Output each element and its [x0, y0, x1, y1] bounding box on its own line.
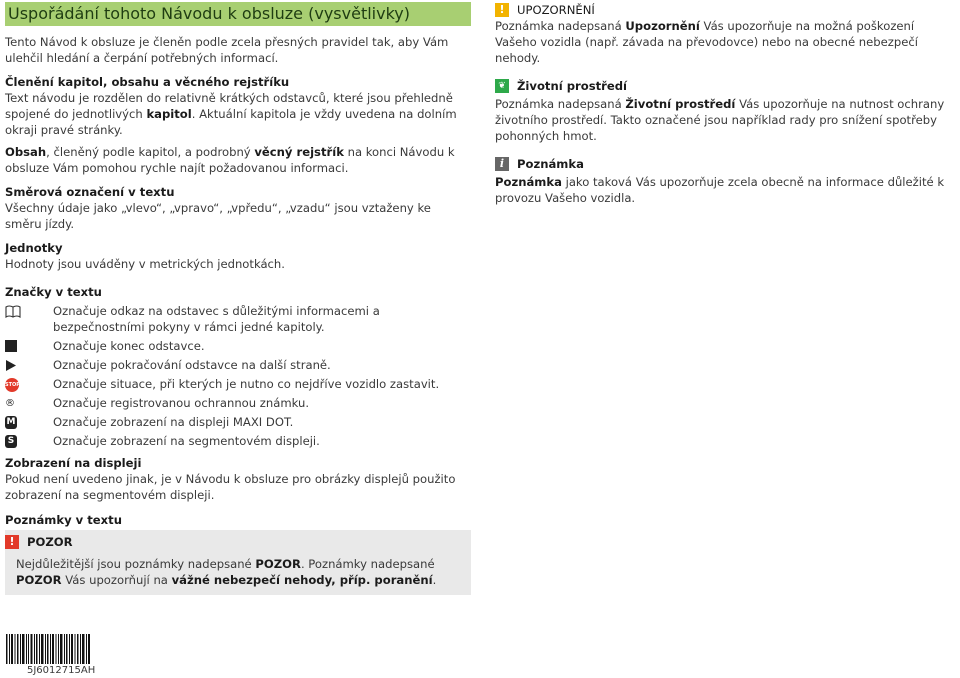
units-heading: Jednotky — [5, 241, 63, 255]
page-title: Uspořádání tohoto Návodu k obsluze (vysvětlivky) — [5, 2, 471, 26]
list-item: STOP Označuje situace, při kterých je nutno co nejdříve vozidlo zastavit. — [5, 377, 440, 391]
list-item: ® Označuje registrovanou ochrannou známku. — [5, 396, 310, 410]
units-paragraph: Hodnoty jsou uváděny v metrických jednotkách. — [5, 257, 285, 271]
display-paragraph: Pokud není uvedeno jinak, je v Návodu k obsluze pro obrázky displejů použito zobrazení na segmentovém displeji. — [5, 472, 456, 502]
notes-heading: Poznámky v textu — [5, 513, 122, 527]
display-heading: Zobrazení na displeji — [5, 456, 142, 470]
pozor-box — [5, 530, 471, 595]
signs-heading: Značky v textu — [5, 285, 102, 299]
maxi-dot-icon: M — [6, 417, 16, 427]
chapters-paragraph: Text návodu je rozdělen do relativně krátkých odstavců, které jsou přehledně spojené do jednotlivých kapitol. Aktuální kapitola je vždy uvedena na dolním okraji pravé stránky. — [5, 91, 457, 137]
list-item: S Označuje zobrazení na segmentovém displeji. — [5, 433, 471, 449]
note-title: i Poznámka — [495, 156, 957, 172]
list-item: M Označuje zobrazení na displeji MAXI DOT. — [6, 415, 294, 429]
stop-sign-icon: STOP — [5, 376, 33, 392]
environment-text: Poznámka nadepsaná Životní prostředí Vás upozorňuje na nutnost ochrany životního prostředí. Takto označené jsou například rady pro snížení spotřeby pohonných hmot. — [495, 97, 945, 143]
segment-display-icon: S — [5, 433, 33, 448]
direction-heading: Směrová označení v textu — [5, 185, 175, 199]
intro-paragraph: Tento Návod k obsluze je členěn podle zcela přesných pravidel tak, aby Vám ulehčil hledání a čerpání potřebných informací. — [5, 35, 449, 65]
chapters-heading: Členění kapitol, obsahu a věcného rejstříku — [5, 75, 290, 89]
pozor-title: ! POZOR — [5, 534, 465, 550]
barcode-icon — [6, 634, 90, 664]
pozor-text: Nejdůležitější jsou poznámky nadepsané POZOR. Poznámky nadepsané POZOR Vás upozorňují na vážné nebezpečí nehody, příp. poranění. — [16, 557, 437, 587]
list-item: Označuje odkaz na odstavec s důležitými informacemi a bezpečnostními pokyny v rámci jedné kapitoly. — [5, 303, 471, 335]
signs-list — [5, 303, 471, 449]
continue-triangle-icon — [5, 357, 33, 372]
list-item: Označuje pokračování odstavce na další straně. — [5, 357, 471, 373]
info-icon: i — [495, 157, 509, 171]
environment-title: ❦ Životní prostředí — [495, 78, 957, 94]
contents-paragraph: Obsah, členěný podle kapitol, a podrobný věcný rejstřík na konci Návodu k obsluze Vám pomohou rychle najít požadovanou informaci. — [5, 145, 455, 175]
list-item: Označuje konec odstavce. — [5, 338, 471, 354]
danger-exclamation-icon: ! — [5, 535, 19, 549]
note-block — [495, 156, 957, 206]
registered-mark-icon: ® — [5, 398, 15, 409]
barcode-number: 5J6012715AH — [27, 665, 96, 676]
environment-block — [495, 78, 957, 144]
left-column — [5, 2, 471, 595]
upozorneni-block — [495, 2, 957, 66]
book-reference-icon — [5, 303, 33, 318]
environment-leaf-icon: ❦ — [495, 79, 509, 93]
note-text: Poznámka jako taková Vás upozorňuje zcela obecně na informace důležité k provozu Vašeho vozidla. — [495, 175, 945, 205]
end-square-icon — [5, 338, 33, 352]
upozorneni-text: Poznámka nadepsaná Upozornění Vás upozorňuje na možná poškození Vašeho vozidla (např. závada na převodovce) nebo na obecné nebezpečí nehody. — [495, 19, 918, 65]
upozorneni-title: ! UPOZORNĚNÍ — [495, 2, 957, 18]
caution-exclamation-icon: ! — [495, 3, 509, 17]
direction-paragraph: Všechny údaje jako „vlevo“, „vpravo“, „vpředu“, „vzadu“ jsou vztaženy ke směru jízdy. — [5, 201, 431, 231]
right-column — [495, 2, 957, 218]
